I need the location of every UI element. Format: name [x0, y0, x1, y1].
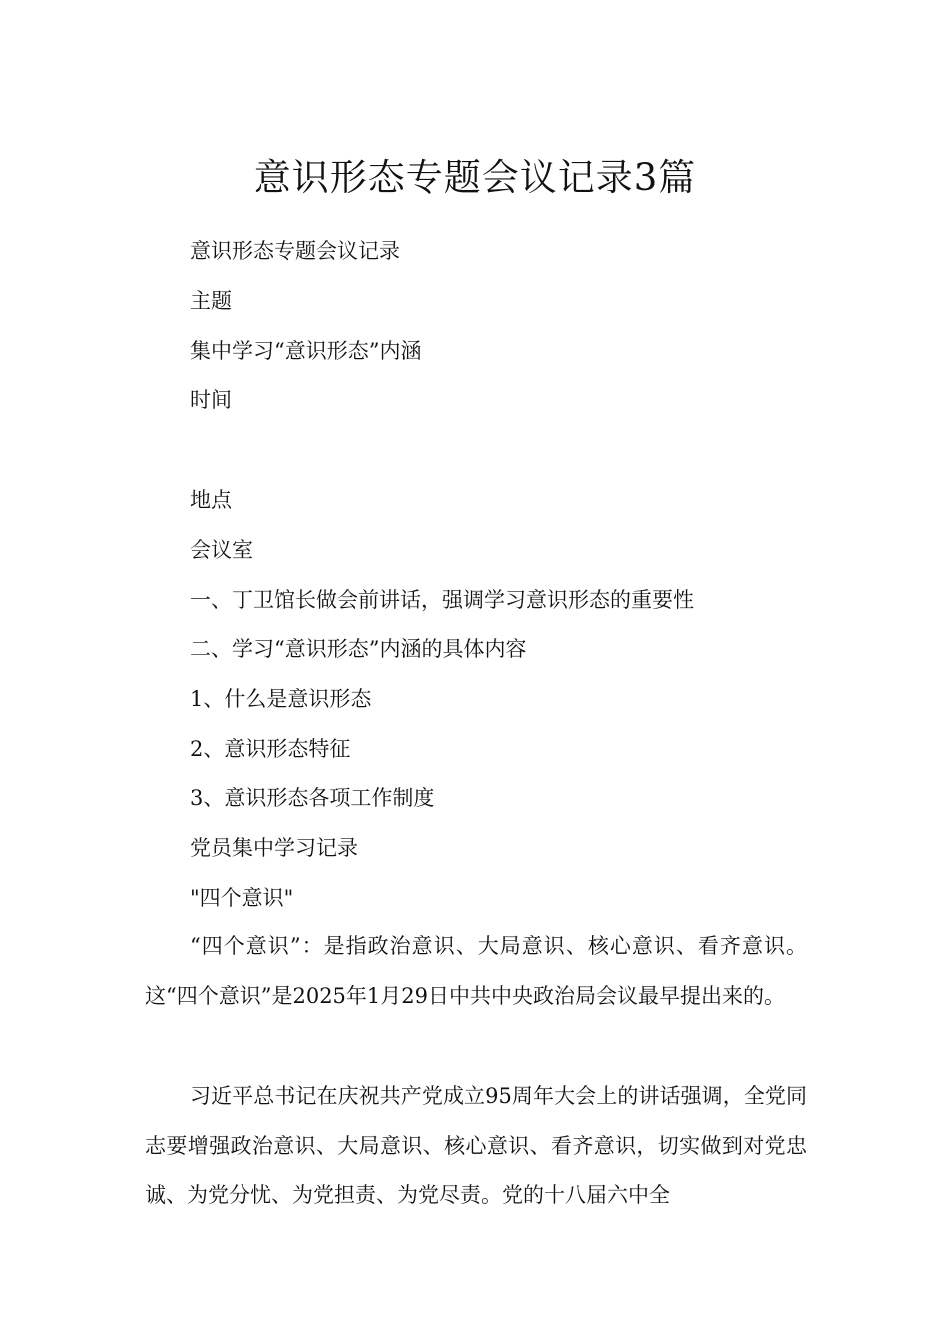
- study-record-heading: 党员集中学习记录: [190, 836, 358, 860]
- location-value: 会议室: [190, 538, 253, 562]
- location-label: 地点: [190, 488, 232, 512]
- paragraph-speech: 习近平总书记在庆祝共产党成立95周年大会上的讲话强调，全党同志要增强政治意识、大局意识、核心意识、看齐意识，切实做到对党忠诚、为党分忧、为党担责、为党尽责。党的十八届六中全: [145, 1084, 807, 1207]
- subitem-1: 1、什么是意识形态: [190, 687, 372, 711]
- agenda-item-2: 二、学习“意识形态”内涵的具体内容: [190, 637, 527, 661]
- topic-label: 主题: [190, 289, 232, 313]
- agenda-item-1: 一、丁卫馆长做会前讲话，强调学习意识形态的重要性: [190, 588, 694, 612]
- topic-value: 集中学习“意识形态”内涵: [190, 339, 422, 363]
- subitem-3: 3、意识形态各项工作制度: [190, 786, 435, 810]
- meeting-record-heading: 意识形态专题会议记录: [190, 239, 400, 263]
- time-label: 时间: [190, 388, 232, 412]
- subitem-2: 2、意识形态特征: [190, 737, 351, 761]
- four-consciousness-heading: "四个意识": [190, 886, 294, 910]
- document-title: 意识形态专题会议记录3篇: [253, 155, 697, 199]
- paragraph-four-consciousness: “四个意识”：是指政治意识、大局意识、核心意识、看齐意识。这“四个意识”是2025年1月29日中共中央政治局会议最早提出来的。: [145, 934, 807, 1008]
